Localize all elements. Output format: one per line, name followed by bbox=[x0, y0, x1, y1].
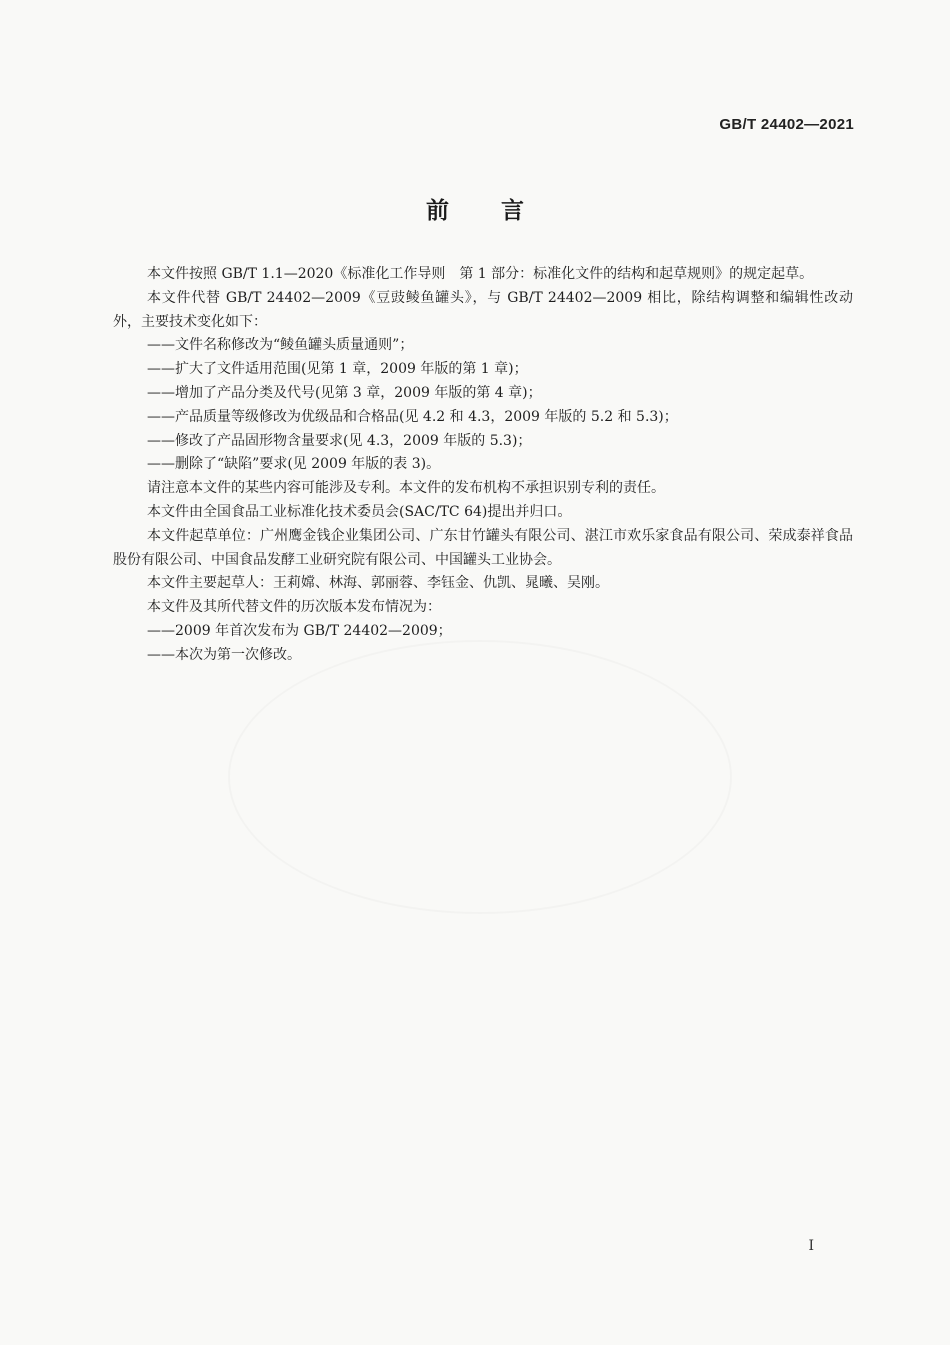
page-title: 前言 bbox=[426, 198, 576, 224]
watermark-seal bbox=[228, 640, 732, 914]
paragraph-committee: 本文件由全国食品工业标准化技术委员会(SAC/TC 64)提出并归口。 bbox=[147, 503, 572, 520]
list-item-change: ——文件名称修改为“鲮鱼罐头质量通则”； bbox=[147, 337, 414, 354]
document-code: GB/T 24402—2021 bbox=[719, 116, 854, 133]
paragraph-replacement: 本文件代替 GB/T 24402—2009《豆豉鲮鱼罐头》，与 GB/T 24402—2009 相比，除结构调整和编辑性改动外，主要技术变化如下： bbox=[113, 289, 853, 330]
paragraph-history-intro: 本文件及其所代替文件的历次版本发布情况为： bbox=[147, 599, 441, 616]
paragraph-patent-notice: 请注意本文件的某些内容可能涉及专利。本文件的发布机构不承担识别专利的责任。 bbox=[147, 480, 665, 497]
page-number: I bbox=[808, 1238, 814, 1254]
paragraph-drafters: 本文件主要起草人：王莉嫦、林海、郭丽蓉、李钰金、仇凯、晁曦、吴刚。 bbox=[147, 575, 609, 592]
list-item-change: ——产品质量等级修改为优级品和合格品(见 4.2 和 4.3，2009 年版的 5.2 和 5.3)； bbox=[147, 408, 678, 425]
list-item-history: ——2009 年首次发布为 GB/T 24402—2009； bbox=[147, 622, 452, 639]
list-item-change: ——扩大了文件适用范围(见第 1 章，2009 年版的第 1 章)； bbox=[147, 361, 528, 378]
list-item-change: ——修改了产品固形物含量要求(见 4.3，2009 年版的 5.3)； bbox=[147, 432, 532, 449]
list-item-history: ——本次为第一次修改。 bbox=[147, 646, 301, 663]
list-item-change: ——增加了产品分类及代号(见第 3 章，2009 年版的第 4 章)； bbox=[147, 384, 542, 401]
paragraph-drafting-rules: 本文件按照 GB/T 1.1—2020《标准化工作导则 第 1 部分：标准化文件的结构和起草规则》的规定起草。 bbox=[147, 266, 814, 282]
paragraph-drafting-units: 本文件起草单位：广州鹰金钱企业集团公司、广东甘竹罐头有限公司、湛江市欢乐家食品有限公司、荣成泰祥食品股份有限公司、中国食品发酵工业研究院有限公司、中国罐头工业协会。 bbox=[113, 527, 853, 568]
list-item-change: ——删除了“缺陷”要求(见 2009 年版的表 3)。 bbox=[147, 456, 441, 473]
foreword-body bbox=[113, 263, 853, 668]
